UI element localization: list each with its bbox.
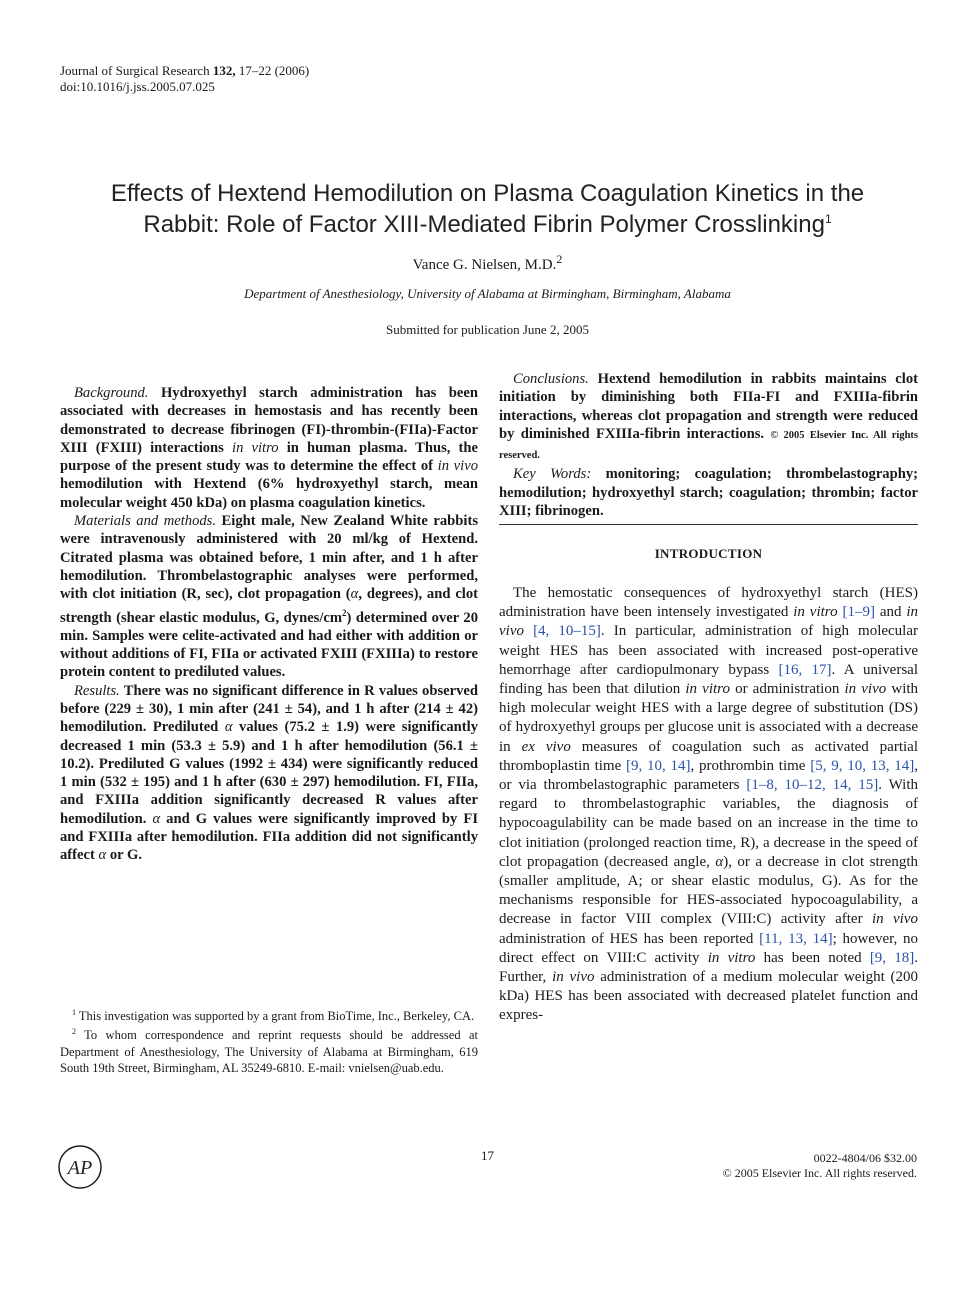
abstract-divider bbox=[499, 524, 918, 525]
author-name: Vance G. Nielsen, M.D. bbox=[412, 257, 557, 273]
abstract-left bbox=[60, 384, 478, 865]
intro-paragraph: The hemostatic consequences of hydroxyethyl starch (HES) administration have been intensely investigated in vitro [1–9] and in vivo [4, 10–15]. In particular, administration of high molecular weight HES has been associated with increased post-operative hemorrhage after cardiopulmonary bypass [16, 17]. A universal finding has been that dilution in vitro or administration in vivo with high molecular weight HES with a large degree of substitution (DS) of hydroxyethyl groups per glucose unit is associated with a decrease in ex vivo measures of coagulation such as activated partial thromboplastin time [9, 10, 14], prothrombin time [5, 9, 10, 13, 14], or via thrombelastographic parameters [1–8, 10–12, 14, 15]. With regard to thrombelastographic variables, the diagnosis of hypocoagulability can be made based on an increase in the time to clot initiation (prolonged reaction time, R), a decrease in the speed of clot propagation (decreased angle, α), or a decrease in clot strength (smaller amplitude, A; or shear elastic modulus, G). As for the mechanisms responsible for HES-associated hypocoagulability, a decrease in factor VIII complex (VIII:C) activity after in vivo administration of HES has been reported [11, 13, 14]; however, no direct effect on VIII:C activity in vitro has been noted [9, 18]. Further, in vivo administration of a medium molecular weight (200 kDa) HES has been associated with decreased platelet function and expres- bbox=[499, 585, 919, 1024]
abstract-background bbox=[60, 384, 478, 512]
author-footnote-mark: 2 bbox=[556, 252, 563, 266]
page-number: 17 bbox=[481, 1148, 494, 1163]
footnote-1: $^1$ This investigation was supported by a grant from BioTime, Inc., Berkeley, CA. bbox=[72, 1008, 475, 1024]
alpha-symbol: α bbox=[350, 586, 359, 603]
journal-citation bbox=[60, 63, 309, 95]
abstract-methods bbox=[60, 512, 478, 682]
abstract-results bbox=[60, 682, 478, 865]
citation-link[interactable]: [1–9] bbox=[842, 604, 875, 621]
footnote-2: $^2$ To whom correspondence and reprint requests should be addressed at Department of Anesthesiology, The University of Alabama at Birmingham, 619 South 19th Street, Birmingham, AL 35249-6810. E-mail: vnielsen@uab.edu. bbox=[60, 1027, 478, 1075]
footnotes bbox=[60, 1005, 478, 1076]
abstract-copyright: © 2005 Elsevier Inc. All rights reserved. bbox=[499, 429, 919, 462]
citation-link[interactable]: [1–8, 10–12, 14, 15] bbox=[746, 777, 879, 794]
abstract-right bbox=[499, 370, 918, 520]
citation-link[interactable]: [11, 13, 14] bbox=[759, 930, 833, 947]
background-label: Background. bbox=[74, 385, 149, 401]
methods-label: Materials and methods. bbox=[74, 513, 216, 530]
author-line bbox=[0, 252, 975, 274]
key-words bbox=[499, 465, 918, 520]
submitted-date: Submitted for publication June 2, 2005 bbox=[386, 322, 589, 337]
journal-volume: 132, bbox=[212, 63, 236, 78]
title-line-1: Effects of Hextend Hemodilution on Plasma Coagulation Kinetics in the bbox=[110, 180, 865, 207]
background-text: Hydroxyethyl starch administration has been associated with decreases in hemostasis and has recently been demonstrated to decrease fibrinogen (FI)-thrombin-(FIIa)-Factor XIII (FXIII) interactions bbox=[60, 385, 478, 456]
journal-name: Journal of Surgical Research bbox=[60, 63, 210, 78]
section-heading: INTRODUCTION bbox=[654, 546, 763, 561]
introduction-body bbox=[499, 584, 918, 1026]
citation-link[interactable]: [9, 10, 14] bbox=[626, 757, 691, 774]
conclusions-text: Hextend hemodilution in rabbits maintains clot initiation by diminishing both FIIa-FI and FXIIIa-fibrin interactions, whereas clot propagation and strength were reduced by diminished FXIIIa-fibrin interactions. bbox=[499, 371, 918, 442]
citation-link[interactable]: [16, 17] bbox=[778, 661, 832, 678]
results-text: or G. bbox=[109, 847, 142, 864]
title-footnote-mark: 1 bbox=[824, 212, 832, 226]
footer-copyright: © 2005 Elsevier Inc. All rights reserved. bbox=[722, 1166, 917, 1180]
in-vivo-term: in vivo bbox=[437, 458, 478, 475]
alpha-symbol: α bbox=[224, 719, 233, 736]
methods-text: ) determined over 20 min. Samples were celite-activated and had either with addition or without additions of FI, FIIa or activated FXIII (FXIIIa) to restore protein content to prediluted values. bbox=[60, 609, 479, 681]
superscript: 2 bbox=[342, 607, 347, 618]
title-line-2: Rabbit: Role of Factor XIII-Mediated Fibrin Polymer Crosslinking bbox=[143, 211, 825, 238]
results-label: Results. bbox=[74, 682, 120, 699]
abstract-conclusions bbox=[499, 370, 918, 465]
doi: doi:10.1016/j.jss.2005.07.025 bbox=[60, 79, 215, 94]
results-text: There was no significant difference in R values observed before (229 ± 30), 1 min after (241 ± 54), and 1 h after (214 ± 42) hemodilution. Prediluted bbox=[60, 682, 478, 736]
results-text: and G values were significantly improved by FI and FXIIIa after hemodilution. FIIa addition did not significantly affect bbox=[60, 810, 478, 864]
methods-text: Eight male, New Zealand White rabbits were intravenously administered with 20 ml/kg of Hextend. Citrated plasma was obtained before, 1 min after, and 1 h after hemodilution. Thrombelastographic analyses were performed, with clot initiation (R, sec), clot propagation ( bbox=[60, 513, 478, 603]
background-text: in human plasma. Thus, the purpose of the present study was to determine the effect of bbox=[60, 439, 478, 475]
conclusions-label: Conclusions. bbox=[513, 371, 589, 387]
affiliation: Department of Anesthesiology, University of Alabama at Birmingham, Birmingham, Alabama bbox=[244, 286, 731, 301]
logo-letters: AP bbox=[67, 1157, 93, 1179]
citation-link[interactable]: [9, 18] bbox=[869, 949, 915, 966]
issn-price: 0022-4804/06 $32.00 bbox=[813, 1151, 917, 1165]
alpha-symbol: α bbox=[152, 810, 161, 827]
keywords-label: Key Words: bbox=[513, 466, 592, 483]
citation-link[interactable]: [4, 10–15] bbox=[533, 623, 601, 640]
paper-title bbox=[40, 178, 935, 240]
in-vitro-term: in vitro bbox=[232, 439, 279, 456]
citation-link[interactable]: [5, 9, 10, 13, 14] bbox=[810, 757, 915, 774]
background-text: hemodilution with Hextend (6% hydroxyethyl starch, mean molecular weight 450 kDa) on plasma coagulation kinetics. bbox=[60, 476, 478, 511]
alpha-symbol: α bbox=[98, 847, 107, 864]
results-text: values (75.2 ± 1.9) were significantly decreased 1 min (53.3 ± 5.9) and 1 h after hemodilution (56.1 ± 10.2). Prediluted G values (1992 ± 434) were significantly reduced 1 min (532 ± 195) and 1 h after (630 ± 297) hemodilution. FI, FIIa, and FXIIIa addition significantly decreased R values after hemodilution. bbox=[60, 719, 478, 827]
journal-pages: 17–22 (2006) bbox=[238, 63, 310, 78]
methods-text: , degrees), and clot strength (shear elastic modulus, G, dynes/cm bbox=[60, 586, 479, 626]
keywords-text: monitoring; coagulation; thrombelastography; hemodilution; hydroxyethyl starch; coagulation; thrombin; factor XIII; fibrinogen. bbox=[499, 466, 918, 520]
publication-info bbox=[600, 1151, 917, 1181]
